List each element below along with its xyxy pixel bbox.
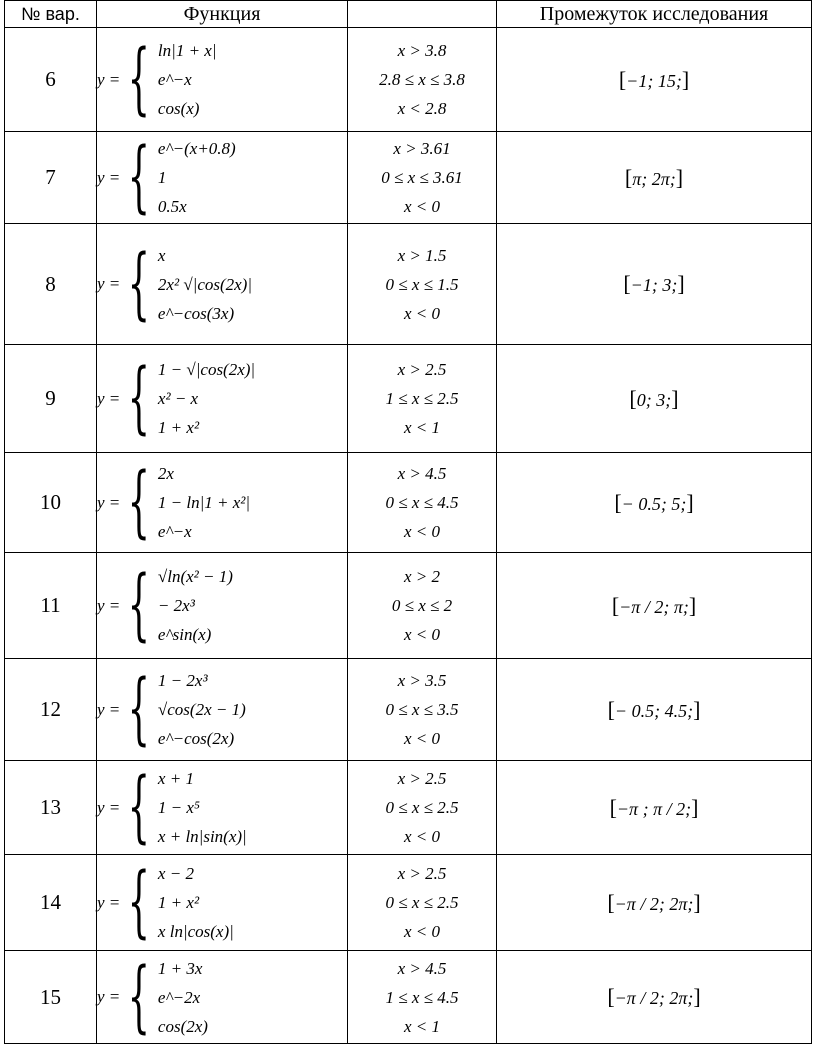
- function-case: 1 − x⁵: [157, 798, 200, 817]
- interval-cell: [497, 855, 812, 951]
- piecewise-function: [97, 238, 347, 329]
- piecewise-function: [97, 459, 347, 546]
- condition: 0 ≤ x ≤ 1.5: [385, 274, 459, 294]
- left-brace-icon: {: [127, 762, 151, 853]
- condition-list: [348, 859, 496, 946]
- condition: x > 2: [403, 567, 441, 586]
- piecewise-function: [97, 562, 347, 649]
- right-bracket-icon: ]: [681, 66, 690, 92]
- table-row: [5, 345, 812, 453]
- function-case: cos(2x): [157, 1016, 208, 1036]
- interval-value: π; 2π;: [632, 168, 676, 189]
- condition: 1 ≤ x ≤ 4.5: [385, 987, 459, 1007]
- interval-cell: [497, 345, 812, 453]
- function-case: e^−(x+0.8): [157, 139, 236, 158]
- variant-number: 12: [5, 659, 97, 761]
- condition-cell: [348, 453, 497, 553]
- condition-cell: [348, 224, 497, 345]
- function-cases: [158, 859, 234, 946]
- left-brace-icon: {: [127, 238, 151, 329]
- interval-value: − 0.5; 4.5;: [614, 700, 694, 721]
- interval-cell: [497, 132, 812, 224]
- table-row: [5, 28, 812, 132]
- right-bracket-icon: ]: [688, 592, 697, 618]
- condition: 0 ≤ x ≤ 4.5: [385, 493, 459, 512]
- table-row: [5, 951, 812, 1044]
- condition: x > 2.5: [397, 769, 447, 788]
- right-bracket-icon: ]: [693, 984, 701, 1009]
- function-case: 1 + x²: [157, 418, 200, 437]
- variant-number: 9: [5, 345, 97, 453]
- condition-list: [348, 355, 496, 442]
- variant-number: 14: [5, 855, 97, 951]
- function-cell: [97, 761, 348, 855]
- right-bracket-icon: ]: [693, 889, 701, 915]
- variant-number: 11: [5, 553, 97, 659]
- function-case: cos(x): [157, 99, 200, 118]
- function-case: 2x: [157, 464, 174, 483]
- condition: 0 ≤ x ≤ 3.61: [381, 168, 463, 187]
- function-case: 1 − ln|1 + x²|: [157, 493, 251, 512]
- left-bracket-icon: [: [623, 271, 631, 296]
- function-case: ln|1 + x|: [157, 41, 217, 60]
- left-bracket-icon: [: [618, 66, 627, 92]
- table-row: [5, 224, 812, 345]
- function-lhs: y =: [97, 892, 121, 912]
- variant-number: 6: [5, 28, 97, 132]
- interval-cell: [497, 453, 812, 553]
- condition-list: [348, 562, 496, 649]
- variant-number: 8: [5, 224, 97, 345]
- left-bracket-icon: [: [607, 696, 615, 722]
- right-bracket-icon: ]: [691, 794, 699, 820]
- function-cases: [158, 36, 217, 123]
- condition-cell: [348, 761, 497, 855]
- table-row: [5, 553, 812, 659]
- header-variant-number: № вар.: [5, 1, 97, 28]
- function-case: 1 − 2x³: [157, 671, 208, 690]
- function-case: e^−x: [157, 70, 192, 89]
- function-cases: [158, 241, 252, 328]
- left-brace-icon: {: [127, 951, 151, 1042]
- function-cases: [158, 764, 247, 851]
- function-case: e^−cos(2x): [157, 729, 235, 748]
- interval-value: −1; 3;: [630, 275, 678, 295]
- function-lhs: y =: [97, 69, 121, 89]
- condition: 1 ≤ x ≤ 2.5: [385, 389, 459, 408]
- header-condition: [348, 1, 497, 28]
- condition: 2.8 ≤ x ≤ 3.8: [379, 70, 465, 89]
- condition: x > 1.5: [397, 245, 447, 265]
- condition: 0 ≤ x ≤ 3.5: [385, 700, 459, 719]
- condition-cell: [348, 855, 497, 951]
- left-brace-icon: {: [127, 560, 151, 651]
- function-lhs: y =: [97, 274, 121, 293]
- condition: 0 ≤ x ≤ 2: [391, 596, 453, 615]
- left-bracket-icon: [: [611, 592, 620, 618]
- function-cell: [97, 28, 348, 132]
- function-cell: [97, 453, 348, 553]
- left-brace-icon: {: [127, 457, 151, 548]
- function-lhs: y =: [97, 167, 121, 187]
- left-brace-icon: {: [127, 664, 151, 755]
- function-cell: [97, 855, 348, 951]
- function-case: 2x² √|cos(2x)|: [157, 274, 253, 294]
- condition-list: [348, 36, 496, 123]
- condition-cell: [348, 345, 497, 453]
- left-bracket-icon: [: [609, 794, 617, 820]
- interval-value: − 0.5; 5;: [621, 493, 687, 514]
- piecewise-function: [97, 859, 347, 946]
- header-function: Функция: [97, 1, 348, 28]
- function-case: 1 − √|cos(2x)|: [157, 360, 256, 379]
- function-lhs: y =: [97, 595, 121, 615]
- interval-cell: [497, 761, 812, 855]
- interval-value: −π / 2; π;: [619, 596, 689, 617]
- function-case: e^−cos(3x): [157, 303, 235, 323]
- condition-list: [348, 954, 496, 1041]
- condition: 0 ≤ x ≤ 2.5: [385, 798, 459, 817]
- condition: x > 4.5: [397, 958, 447, 978]
- function-case: 1: [157, 168, 167, 187]
- interval-value: −π / 2; 2π;: [614, 893, 694, 914]
- function-cases: [158, 666, 246, 753]
- left-brace-icon: {: [127, 353, 151, 444]
- function-cases: [158, 355, 255, 442]
- table-row: [5, 659, 812, 761]
- piecewise-function: [97, 36, 347, 123]
- function-case: 1 + x²: [157, 893, 200, 912]
- interval-cell: [497, 28, 812, 132]
- condition-cell: [348, 659, 497, 761]
- piecewise-function: [97, 355, 347, 442]
- right-bracket-icon: ]: [677, 271, 685, 296]
- table-row: [5, 761, 812, 855]
- condition: x > 2.5: [397, 360, 447, 379]
- variant-number: 7: [5, 132, 97, 224]
- condition: x > 3.61: [393, 139, 451, 158]
- function-cell: [97, 345, 348, 453]
- condition: x < 2.8: [397, 99, 447, 118]
- function-cases: [158, 459, 250, 546]
- function-case: 0.5x: [157, 197, 187, 216]
- function-lhs: y =: [97, 492, 121, 512]
- variants-table: [4, 0, 812, 1044]
- condition: x > 3.5: [397, 671, 447, 690]
- interval-value: −1; 15;: [626, 70, 682, 91]
- table-row: [5, 453, 812, 553]
- interval-value: −π ; π / 2;: [616, 798, 692, 819]
- condition: x < 1: [403, 418, 441, 437]
- condition-list: [348, 666, 496, 753]
- function-case: x ln|cos(x)|: [157, 922, 234, 941]
- variant-number: 13: [5, 761, 97, 855]
- function-cases: [158, 954, 208, 1041]
- function-cell: [97, 553, 348, 659]
- function-lhs: y =: [97, 699, 121, 719]
- function-case: e^−2x: [157, 987, 201, 1007]
- function-lhs: y =: [97, 797, 121, 817]
- function-case: √cos(2x − 1): [157, 700, 246, 719]
- header-row: [5, 1, 812, 28]
- condition: x < 0: [403, 827, 441, 846]
- function-cell: [97, 224, 348, 345]
- piecewise-function: [97, 134, 347, 221]
- condition-cell: [348, 28, 497, 132]
- condition: x < 0: [403, 197, 441, 216]
- condition-cell: [348, 132, 497, 224]
- function-case: x − 2: [157, 864, 194, 883]
- condition: x < 0: [403, 922, 441, 941]
- right-bracket-icon: ]: [693, 696, 701, 722]
- condition-list: [348, 764, 496, 851]
- condition-cell: [348, 951, 497, 1044]
- condition: x < 0: [403, 625, 441, 644]
- condition-list: [348, 459, 496, 546]
- header-interval: Промежуток исследования: [497, 1, 812, 28]
- interval-value: 0; 3;: [636, 389, 672, 410]
- condition: x < 0: [403, 522, 441, 541]
- left-bracket-icon: [: [629, 385, 637, 411]
- interval-value: −π / 2; 2π;: [614, 988, 694, 1008]
- condition: x < 0: [403, 729, 441, 748]
- left-brace-icon: {: [127, 34, 151, 125]
- function-case: e^sin(x): [157, 625, 212, 644]
- function-cell: [97, 951, 348, 1044]
- function-case: x + ln|sin(x)|: [157, 827, 247, 846]
- function-case: − 2x³: [157, 596, 195, 615]
- condition: 0 ≤ x ≤ 2.5: [385, 893, 459, 912]
- condition-list: [348, 134, 496, 221]
- condition: x > 2.5: [397, 864, 447, 883]
- function-case: e^−x: [157, 522, 192, 541]
- right-bracket-icon: ]: [671, 385, 679, 411]
- condition: x < 1: [403, 1016, 441, 1036]
- left-bracket-icon: [: [624, 164, 633, 190]
- condition-cell: [348, 553, 497, 659]
- left-bracket-icon: [: [607, 889, 615, 915]
- piecewise-function: [97, 666, 347, 753]
- function-case: √ln(x² − 1): [157, 567, 233, 586]
- table-row: [5, 855, 812, 951]
- function-case: x² − x: [157, 389, 199, 408]
- condition: x < 0: [403, 303, 441, 323]
- function-cell: [97, 132, 348, 224]
- right-bracket-icon: ]: [675, 164, 684, 190]
- function-cases: [158, 562, 233, 649]
- interval-cell: [497, 224, 812, 345]
- variant-number: 10: [5, 453, 97, 553]
- condition: x > 3.8: [397, 41, 447, 60]
- interval-cell: [497, 659, 812, 761]
- condition-list: [348, 241, 496, 328]
- piecewise-function: [97, 951, 347, 1042]
- interval-cell: [497, 553, 812, 659]
- function-case: 1 + 3x: [157, 958, 203, 978]
- left-brace-icon: {: [127, 132, 151, 223]
- function-lhs: y =: [97, 987, 121, 1006]
- right-bracket-icon: ]: [686, 489, 694, 515]
- interval-cell: [497, 951, 812, 1044]
- left-bracket-icon: [: [614, 489, 622, 515]
- left-brace-icon: {: [127, 857, 151, 948]
- variant-number: 15: [5, 951, 97, 1044]
- piecewise-function: [97, 764, 347, 851]
- function-case: x + 1: [157, 769, 194, 788]
- function-case: x: [157, 245, 166, 265]
- function-cases: [158, 134, 236, 221]
- left-bracket-icon: [: [607, 984, 615, 1009]
- function-cell: [97, 659, 348, 761]
- function-lhs: y =: [97, 388, 121, 408]
- table-row: [5, 132, 812, 224]
- condition: x > 4.5: [397, 464, 447, 483]
